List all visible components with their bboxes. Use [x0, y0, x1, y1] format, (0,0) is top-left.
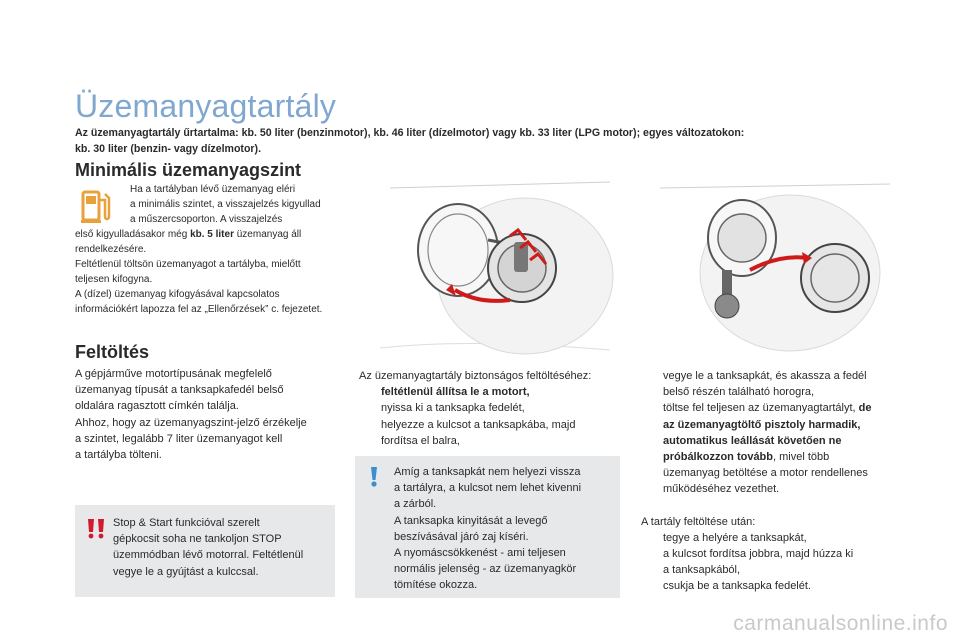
list-item: töltse fel teljesen az üzemanyagtartályt, de az üzemanyagtöltő pisztoly harmadik, automatikus leállását követően ne próbálkozzon tovább, mivel több üzemanyag betöltése a motor rendellenes működéséhez vezethet. — [663, 402, 872, 496]
list-item: tegye a helyére a tanksapkát, — [663, 531, 807, 544]
info-box — [355, 456, 620, 598]
middle-steps — [359, 384, 624, 449]
list-item: nyissa ki a tanksapka fedelét, — [381, 402, 525, 415]
list-item: a kulcsot fordítsa jobbra, majd húzza ki a tanksapkából, — [663, 548, 854, 577]
info-icon — [365, 466, 383, 488]
list-item: csukja be a tanksapka fedelét. — [663, 580, 811, 593]
filling-heading: Feltöltés — [75, 342, 150, 362]
info-text: Amíg a tanksapkát nem helyezi vissza a tartályra, a kulcsot nem lehet kivenni a zárból. A tanksapka kinyitását a levegő beszívásával járó zaj kíséri. A nyomáscsökkenést - ami teljesen normális jelenség - az üzemanyagkör tömítése okozza. — [394, 466, 582, 592]
list-item: feltétlenül állítsa le a motort, — [381, 386, 530, 399]
min-level-heading: Minimális üzemanyagszint — [75, 160, 302, 180]
middle-column: Az üzemanyagtartály biztonságos feltöltéséhez: feltétlenül állítsa le a motort, nyissa ki a tanksapka fedelét, helyezze a kulcsot a tanksapkába, majd fordítsa el balra, — [359, 368, 624, 449]
watermark: carmanualsonline.info — [733, 612, 948, 635]
warning-exclamation-icon — [85, 517, 107, 541]
fuel-cap-illustration-right — [640, 178, 902, 360]
after-steps — [641, 530, 906, 595]
fuel-cap-illustration-left — [360, 178, 622, 360]
fuel-pump-icon — [76, 184, 116, 232]
min-level-text-top: Ha a tartályban lévő üzemanyag eléri a minimális szintet, a visszajelzés kigyullad a műszercsoporton. A visszajelzés — [130, 184, 321, 225]
capacity-note: Az üzemanyagtartály űrtartalma: kb. 50 liter (benzinmotor), kb. 46 liter (dízelmotor) vagy kb. 33 liter (LPG motor); egyes változatokon: kb. 30 liter (benzin- vagy dízelmotor). — [75, 127, 745, 155]
list-item: helyezze a kulcsot a tanksapkába, majd fordítsa el balra, — [381, 418, 576, 447]
list-item: vegye le a tanksapkát, és akassza a fedél belső részén található horogra, — [663, 370, 867, 399]
warning-text: Stop & Start funkcióval szerelt gépkocsit soha ne tankoljon STOP üzemmódban lévő motorral. Feltétlenül vegye le a gyújtást a kulccsal. — [113, 517, 304, 578]
filling-text: A gépjárműve motortípusának megfelelő üzemanyag típusát a tanksapkafedél belső oldalára ragasztott címkén találja. Ahhoz, hogy az üzemanyagszint-jelző érzékelje a szintet, legalább 7 liter üzemanyagot kell a tartályba tölteni. — [75, 368, 307, 462]
right-column: vegye le a tanksapkát, és akassza a fedél belső részén található horogra, töltse fel teljesen az üzemanyagtartályt, de az üzemanyagtöltő pisztoly harmadik, automatikus leállását követően ne próbálkozzon tovább, mivel több üzemanyag betöltése a motor rendellenes működéséhez vezethet. A tartály feltöltése után: tegye a helyére a tanksapkát, a kulcsot fordítsa jobbra, majd húzza ki a tanksapkából, csukja be a tanksapka fedelét. — [641, 368, 906, 595]
right-steps — [641, 368, 906, 498]
page-title: Üzemanyagtartály — [75, 88, 337, 124]
min-level-text: első kigyulladásakor még kb. 5 liter üzemanyag áll rendelkezésére. Feltétlenül töltsön üzemanyagot a tartályba, mielőtt teljesen kifogyna. A (dízel) üzemanyag kifogyásával kapcsolatos információkért lapozza fel az „Ellenőrzések” c. fejezetet. — [75, 229, 323, 315]
warning-box — [75, 505, 335, 597]
